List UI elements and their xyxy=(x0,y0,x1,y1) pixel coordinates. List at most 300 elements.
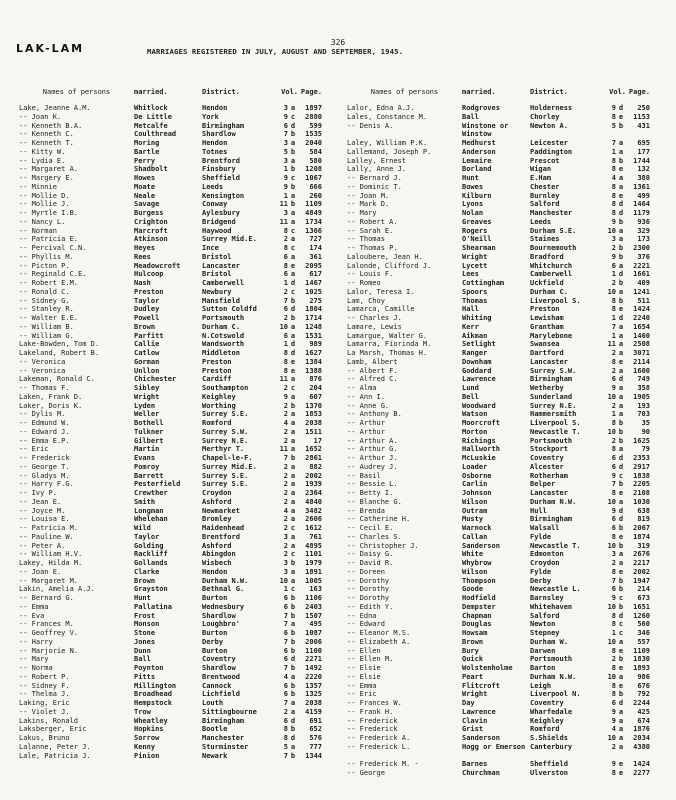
register-entry xyxy=(19,463,334,472)
entry-district: Lancaster xyxy=(530,489,568,497)
register-entry xyxy=(347,638,662,647)
entry-page: 1005 xyxy=(305,576,322,585)
entry-page: 792 xyxy=(637,690,650,699)
register-entry xyxy=(347,349,662,358)
index-label: LAK-LAM xyxy=(16,42,85,55)
entry-volume-letter: a xyxy=(618,401,624,410)
entry-name: -- Bernard J. xyxy=(347,174,402,182)
entry-page: 1874 xyxy=(633,532,650,541)
entry-volume: 8 xyxy=(283,366,288,375)
entry-district: Whitehaven xyxy=(530,602,573,611)
entry-spouse-surname: Barrett xyxy=(134,471,164,480)
entry-volume-letter: a xyxy=(290,104,296,112)
entry-spouse-surname: Lemaire xyxy=(462,156,492,165)
entry-district: Ulverston xyxy=(530,769,568,777)
entry-page: 1939 xyxy=(305,480,322,489)
register-entry xyxy=(19,122,334,131)
entry-district: Bootle xyxy=(202,725,228,734)
entry-page: 1260 xyxy=(633,611,650,620)
entry-page: 1492 xyxy=(305,664,322,672)
entry-page: 4159 xyxy=(305,707,322,716)
register-entry xyxy=(347,734,662,743)
entry-volume-letter: b xyxy=(290,681,296,690)
entry-name: Lakey, Hilda M. xyxy=(19,559,83,567)
entry-page: 1893 xyxy=(633,664,650,672)
register-entry xyxy=(19,568,334,577)
entry-district: Bristol xyxy=(202,252,232,261)
entry-district: Brentford xyxy=(202,532,240,541)
entry-page: 358 xyxy=(637,384,650,392)
entry-volume-letter: d xyxy=(290,121,296,130)
entry-district: Staines xyxy=(530,235,560,244)
entry-volume: 1 xyxy=(283,191,288,200)
register-entry xyxy=(347,157,662,166)
entry-volume-letter: c xyxy=(290,585,296,594)
entry-volume: 8 xyxy=(611,532,616,541)
entry-name: -- Charles S. xyxy=(347,532,402,541)
register-entry xyxy=(347,297,662,306)
entry-page: 1325 xyxy=(305,690,322,699)
entry-spouse-surname: O'Neill xyxy=(462,235,492,244)
entry-district: Louth xyxy=(202,699,224,707)
entry-district: Shardlow xyxy=(202,664,236,672)
entry-volume: 2 xyxy=(611,244,616,252)
entry-volume: 7 xyxy=(283,130,288,139)
entry-volume: 10 xyxy=(607,226,616,235)
register-entry xyxy=(347,515,662,524)
register-entry xyxy=(19,594,334,603)
entry-district: Sittingbourne xyxy=(202,707,257,716)
entry-district: Darwen xyxy=(530,646,556,655)
entry-page: 1464 xyxy=(633,200,650,209)
entry-volume-letter: e xyxy=(618,532,624,541)
register-entry xyxy=(347,585,662,594)
entry-page: 638 xyxy=(637,506,650,515)
entry-page: 2403 xyxy=(305,602,322,611)
entry-name: -- Frederick M. - xyxy=(347,760,419,769)
entry-page: 1627 xyxy=(305,349,322,357)
entry-page: 695 xyxy=(637,139,650,147)
entry-volume-letter: b xyxy=(290,751,296,760)
entry-spouse-surname: Meadowcroft xyxy=(134,261,181,270)
entry-volume: 5 xyxy=(283,742,288,751)
entry-district: Loughbro' xyxy=(202,620,240,629)
entry-volume-letter: a xyxy=(290,541,296,550)
entry-volume-letter: b xyxy=(290,401,296,410)
entry-name: -- Arthur A. xyxy=(347,436,398,445)
entry-volume: 9 xyxy=(611,384,616,392)
entry-page: 876 xyxy=(309,375,322,384)
header-vol: Vol. xyxy=(609,88,626,96)
header-district: District. xyxy=(530,88,568,96)
entry-volume-letter: e xyxy=(618,664,624,672)
register-entry xyxy=(347,550,662,559)
entry-volume-letter: c xyxy=(618,471,624,480)
entry-volume: 3 xyxy=(283,567,288,576)
entry-district: Totnes xyxy=(202,147,228,156)
entry-spouse-surname: Brown xyxy=(462,637,484,646)
entry-volume-letter: b xyxy=(618,655,624,664)
entry-volume-letter: b xyxy=(290,594,296,602)
entry-volume: 2 xyxy=(283,287,288,296)
entry-volume-letter: b xyxy=(618,524,624,532)
entry-volume-letter: a xyxy=(290,506,296,515)
entry-district: Birmingham xyxy=(530,375,573,384)
entry-page: 2880 xyxy=(305,112,322,121)
register-entry xyxy=(347,410,662,419)
entry-volume: 3 xyxy=(283,104,288,112)
entry-spouse-surname: Hunt xyxy=(462,174,479,182)
register-entry xyxy=(19,139,334,148)
register-entry xyxy=(19,130,334,139)
entry-district: Southampton xyxy=(202,384,249,392)
entry-volume: 6 xyxy=(283,681,288,690)
entry-district: Barnsley xyxy=(530,594,564,602)
entry-volume-letter: b xyxy=(618,436,624,445)
entry-name: -- Edward xyxy=(347,620,385,629)
entry-volume: 9 xyxy=(611,716,616,725)
entry-volume-letter: a xyxy=(618,147,624,156)
entry-page: 584 xyxy=(309,147,322,156)
entry-name: Lalor, Edna A.J. xyxy=(347,104,415,112)
entry-district: Newbury xyxy=(202,287,232,296)
entry-volume-letter: e xyxy=(290,366,296,375)
entry-name: -- Reginald C.E. xyxy=(19,270,87,279)
entry-name: -- Geoffrey V. xyxy=(19,629,79,637)
entry-name: -- Eric xyxy=(19,445,49,454)
entry-volume: 7 xyxy=(611,480,616,489)
entry-volume: 2 xyxy=(283,235,288,244)
entry-spouse-surname: McLuskie xyxy=(462,454,496,462)
entry-volume-letter: a xyxy=(290,497,296,506)
entry-volume: 2 xyxy=(283,410,288,419)
entry-volume: 1 xyxy=(611,147,616,156)
entry-page: 673 xyxy=(637,594,650,602)
entry-volume: 8 xyxy=(283,226,288,235)
entry-spouse-surname: Wilson xyxy=(462,567,488,576)
register-entry xyxy=(19,515,334,524)
entry-volume-letter: b xyxy=(290,314,296,322)
entry-district: Durham C. xyxy=(202,322,240,331)
entry-volume: 8 xyxy=(611,305,616,314)
entry-name: -- David R. xyxy=(347,559,394,567)
entry-volume-letter: b xyxy=(618,541,624,550)
entry-district: Sheffield xyxy=(530,760,568,769)
entry-page: 674 xyxy=(637,716,650,725)
entry-district: Lancaster xyxy=(530,357,568,366)
entry-volume: 9 xyxy=(283,174,288,182)
register-entry xyxy=(19,165,334,174)
entry-page: 376 xyxy=(637,252,650,261)
entry-name: -- Kitty W. xyxy=(19,147,66,156)
entry-spouse-surname: Heyes xyxy=(134,244,156,252)
entry-page: 173 xyxy=(637,235,650,244)
entry-spouse-surname: Tulkner xyxy=(134,427,164,436)
entry-volume: 10 xyxy=(607,672,616,681)
entry-spouse-surname: Burgess xyxy=(134,209,164,217)
entry-volume-letter: a xyxy=(290,427,296,436)
entry-page: 1179 xyxy=(633,209,650,217)
entry-spouse-surname: Evans xyxy=(134,454,156,462)
entry-spouse-surname: Unllon xyxy=(134,366,160,375)
entry-district: Uckfield xyxy=(530,279,564,287)
entry-district: Newton xyxy=(530,620,556,629)
entry-page: 2861 xyxy=(305,454,322,462)
entry-volume: 2 xyxy=(283,384,288,392)
entry-name: Lakin, Amelia A.J. xyxy=(19,585,95,594)
entry-volume-letter: a xyxy=(290,707,296,716)
entry-volume: 6 xyxy=(283,331,288,340)
entry-district: Paddington xyxy=(530,147,573,156)
entry-name: -- Louisa E. xyxy=(19,515,70,524)
entry-page: 749 xyxy=(637,375,650,384)
entry-volume-letter: a xyxy=(618,392,624,401)
column-header xyxy=(19,86,334,98)
entry-spouse-surname: Churchman xyxy=(462,769,500,777)
entry-district: Romford xyxy=(202,419,232,427)
entry-volume: 2 xyxy=(611,366,616,375)
entry-spouse-surname: Cottingham xyxy=(462,279,505,287)
register-entry xyxy=(347,463,662,472)
entry-name: -- Dorothy xyxy=(347,594,390,602)
entry-district: Canterbury xyxy=(530,742,573,751)
entry-volume: 10 xyxy=(607,734,616,742)
entry-spouse-surname: Marcroft xyxy=(134,226,168,235)
register-title: MARRIAGES REGISTERED IN JULY, AUGUST AND SEPTEMBER, 1945. xyxy=(147,47,404,56)
entry-page: 1734 xyxy=(305,217,322,226)
entry-spouse-surname: Longman xyxy=(134,506,164,515)
header-names: Names of persons xyxy=(42,88,111,96)
entry-volume: 8 xyxy=(611,419,616,427)
register-entry xyxy=(347,428,662,437)
entry-volume: 6 xyxy=(611,524,616,532)
entry-spouse-surname: Kerr xyxy=(462,322,479,331)
entry-district: Birmingham xyxy=(202,716,245,725)
register-entry xyxy=(347,690,662,699)
entry-spouse-surname: Metcalfe xyxy=(134,121,168,130)
entry-name: -- Margaret M. xyxy=(19,576,79,585)
entry-district: Liverpool S. xyxy=(530,296,581,305)
entry-district: Coventry xyxy=(530,454,564,462)
entry-volume-letter: a xyxy=(290,209,296,217)
register-entry xyxy=(19,428,334,437)
entry-spouse-surname: Bothell xyxy=(134,419,164,427)
register-entry xyxy=(19,288,334,297)
entry-volume-letter: b xyxy=(290,664,296,672)
entry-volume: 6 xyxy=(283,305,288,314)
entry-name: -- Marjorie N. xyxy=(19,646,79,655)
entry-volume-letter: a xyxy=(290,139,296,147)
entry-page: 1947 xyxy=(633,576,650,585)
entry-page: 691 xyxy=(309,716,322,725)
entry-volume-letter: c xyxy=(290,174,296,182)
entry-district: Surrey S.E. xyxy=(202,480,249,489)
entry-page: 346 xyxy=(637,629,650,637)
entry-name: -- Emma E.P. xyxy=(19,436,70,445)
entry-name: -- Violet J. xyxy=(19,707,70,716)
entry-page: 1838 xyxy=(633,471,650,480)
entry-district: Leicester xyxy=(530,139,568,147)
register-entry xyxy=(19,734,334,743)
entry-name: -- Mary xyxy=(19,655,49,664)
entry-name: -- Robert A. xyxy=(347,217,398,226)
entry-volume: 8 xyxy=(611,567,616,576)
entry-page: 214 xyxy=(637,585,650,594)
entry-spouse-surname: Crewther xyxy=(134,489,168,497)
entry-volume: 7 xyxy=(611,322,616,331)
entry-volume: 7 xyxy=(283,751,288,760)
entry-volume: 11 xyxy=(607,340,616,349)
entry-name: -- Brenda xyxy=(347,506,385,515)
entry-name: -- Sidney G. xyxy=(19,296,70,305)
entry-district: Leeds xyxy=(202,182,224,191)
entry-name: Lalley, Ernest xyxy=(347,156,407,165)
entry-volume-letter: a xyxy=(618,672,624,681)
entry-district: Surrey S.E. xyxy=(202,471,249,480)
entry-volume: 8 xyxy=(611,611,616,620)
entry-volume-letter: b xyxy=(290,637,296,646)
entry-page: 1344 xyxy=(305,751,322,760)
entry-volume: 2 xyxy=(611,559,616,567)
entry-volume-letter: d xyxy=(618,209,624,217)
entry-name: -- Mollie J. xyxy=(19,200,70,209)
entry-district: Derby xyxy=(530,576,552,585)
entry-spouse-surname: Clarke xyxy=(134,567,160,576)
entry-page: 2220 xyxy=(305,672,322,681)
register-entry xyxy=(347,533,662,542)
entry-volume-letter: e xyxy=(618,112,624,121)
entry-spouse-surname: Hunt xyxy=(134,594,151,602)
entry-spouse-surname: Nolan xyxy=(462,209,484,217)
entry-name: -- Audrey J. xyxy=(347,462,398,471)
entry-volume-letter: a xyxy=(618,331,624,340)
entry-spouse-surname: Sibley xyxy=(134,384,160,392)
entry-volume-letter: d xyxy=(290,279,296,287)
entry-name: -- Percival C.N. xyxy=(19,244,87,252)
entry-volume-letter: a xyxy=(290,392,296,401)
entry-district: Salford xyxy=(530,611,560,620)
register-entry xyxy=(19,402,334,411)
register-entry xyxy=(19,332,334,341)
entry-district: Holderness xyxy=(530,104,573,112)
entry-spouse-surname: Powell xyxy=(134,314,160,322)
entry-volume-letter: d xyxy=(290,716,296,725)
register-entry xyxy=(19,612,334,621)
entry-volume: 6 xyxy=(283,252,288,261)
entry-volume: 8 xyxy=(611,681,616,690)
entry-volume: 11 xyxy=(279,375,288,384)
register-entry xyxy=(19,638,334,647)
entry-volume: 2 xyxy=(283,436,288,445)
entry-volume: 7 xyxy=(283,637,288,646)
entry-district: Bristol xyxy=(202,270,232,279)
entry-volume: 2 xyxy=(283,314,288,322)
entry-district: Brentford xyxy=(202,156,240,165)
entry-page: 1370 xyxy=(305,401,322,410)
entry-spouse-surname: De Little xyxy=(134,112,172,121)
entry-spouse-surname: Howsam xyxy=(462,629,488,637)
register-entry xyxy=(19,620,334,629)
entry-page: 2034 xyxy=(633,734,650,742)
entry-name: -- Kenneth T. xyxy=(19,139,74,147)
entry-name: -- Catherine H. xyxy=(347,515,411,524)
entry-page: 607 xyxy=(309,392,322,401)
entry-page: 2108 xyxy=(633,489,650,497)
entry-volume-letter: d xyxy=(618,375,624,384)
entry-page: 2364 xyxy=(305,489,322,497)
entry-page: 4849 xyxy=(305,209,322,217)
entry-spouse-surname: Moorcroft xyxy=(462,419,500,427)
entry-page: 666 xyxy=(309,182,322,191)
entry-spouse-surname: Whybrow xyxy=(462,559,492,567)
entry-page: 425 xyxy=(637,707,650,716)
register-entry xyxy=(347,708,662,717)
entry-district: Whitchurch xyxy=(530,261,573,270)
entry-volume-letter: b xyxy=(618,602,624,611)
entry-page: 204 xyxy=(309,384,322,392)
entry-volume: 6 xyxy=(283,629,288,637)
register-entry xyxy=(347,577,662,586)
entry-page: 1025 xyxy=(305,287,322,296)
entry-spouse-surname: Catlow xyxy=(134,349,160,357)
entry-volume: 8 xyxy=(611,165,616,174)
register-entry xyxy=(19,507,334,516)
entry-page: 2114 xyxy=(633,357,650,366)
entry-volume-letter: b xyxy=(618,252,624,261)
entry-spouse-surname: Sanderson xyxy=(462,541,500,550)
entry-name: -- Harry F.G. xyxy=(19,480,74,489)
entry-volume-letter: a xyxy=(290,480,296,489)
entry-district: Bournemouth xyxy=(530,244,577,252)
entry-page: 1366 xyxy=(305,226,322,235)
entry-spouse-surname: Millington xyxy=(134,681,177,690)
register-entry xyxy=(347,437,662,446)
entry-page: 2067 xyxy=(633,524,650,532)
entry-spouse-surname: Gollands xyxy=(134,559,168,567)
entry-spouse-surname: Flitcroft xyxy=(462,681,500,690)
entry-volume-letter: e xyxy=(618,769,624,777)
entry-volume: 3 xyxy=(283,209,288,217)
entry-volume: 8 xyxy=(611,690,616,699)
entry-page: 90 xyxy=(641,427,650,436)
register-entry xyxy=(347,489,662,498)
entry-spouse-surname: Hodfield xyxy=(462,594,496,602)
entry-name: Laking, Eric xyxy=(19,699,70,707)
right-column xyxy=(347,86,662,778)
entry-name: -- William B. xyxy=(19,322,74,331)
register-entry xyxy=(347,139,662,148)
entry-volume-letter: a xyxy=(290,672,296,681)
entry-district: Newark xyxy=(202,751,228,760)
entry-page: 989 xyxy=(309,340,322,349)
page-number: 326 xyxy=(330,38,346,47)
header-page: Page. xyxy=(300,88,322,96)
entry-volume: 8 xyxy=(611,445,616,454)
entry-volume: 8 xyxy=(611,769,616,777)
entry-spouse-surname: Gorman xyxy=(134,357,160,366)
entry-spouse-surname: Ranger xyxy=(462,349,488,357)
entry-volume: 2 xyxy=(283,489,288,497)
entry-name: -- Frederick L. xyxy=(347,742,411,751)
header-vol: Vol. xyxy=(281,88,298,96)
register-entry xyxy=(347,227,662,236)
register-entry xyxy=(19,148,334,157)
entry-volume: 8 xyxy=(283,725,288,734)
entry-spouse-surname: Sanderson xyxy=(462,734,500,742)
entry-page: 986 xyxy=(637,672,650,681)
register-entry xyxy=(347,760,662,769)
entry-district: Worthing xyxy=(202,401,236,410)
